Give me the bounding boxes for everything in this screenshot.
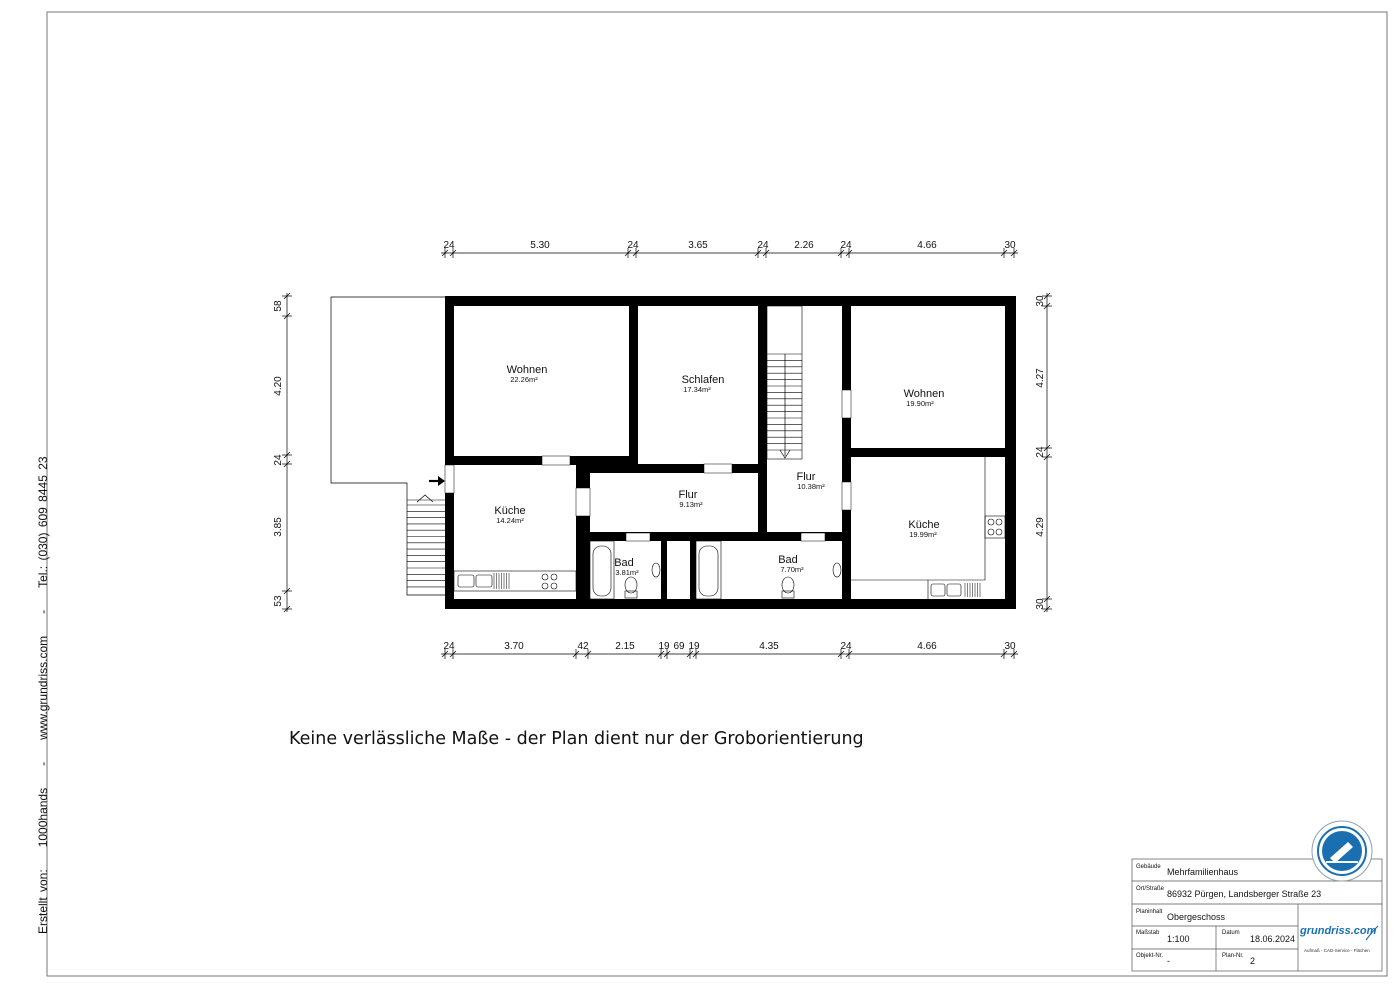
- room-name: Wohnen: [506, 364, 548, 376]
- sheet-border: [47, 12, 1387, 976]
- room-name: Schlafen: [681, 374, 725, 386]
- dim-bottom-label: 24: [443, 641, 455, 652]
- dim-top-label: 3.65: [688, 240, 708, 251]
- dimension-labels-top: [443, 240, 1016, 251]
- side-credit: [36, 434, 50, 934]
- dim-bottom-label: 19: [658, 641, 670, 652]
- dim-right-label: 4.29: [1035, 517, 1046, 537]
- dim-right-label: 4.27: [1035, 368, 1046, 388]
- dim-right-label: 24: [1035, 446, 1046, 458]
- dim-right-label: 30: [1035, 295, 1046, 307]
- logo-seal-icon: [1312, 821, 1372, 881]
- dim-top-label: 30: [1004, 240, 1016, 251]
- walls: [445, 296, 1016, 609]
- tb-label-gebaeude: Gebäude: [1136, 864, 1161, 870]
- dim-bottom-label: 19: [688, 641, 700, 652]
- tb-label-objekt: Objekt-Nr.: [1136, 953, 1164, 959]
- dim-bottom-label: 30: [1004, 641, 1016, 652]
- exterior-stair: [407, 500, 445, 587]
- credit-author: 1000hands: [36, 787, 50, 848]
- room-name: Flur: [678, 489, 698, 501]
- tb-label-planinhalt: Planinhalt: [1136, 909, 1163, 915]
- kitchen-hatch: [494, 573, 509, 589]
- bathtub-icon: [590, 541, 614, 599]
- room-area: 19.99m²: [909, 530, 937, 539]
- dim-bottom-label: 4.66: [917, 641, 937, 652]
- tb-value-massstab: 1:100: [1167, 934, 1190, 944]
- dim-bottom-label: 3.70: [504, 641, 524, 652]
- bathtub-icon: [696, 541, 721, 599]
- tb-value-objekt: -: [1167, 956, 1170, 966]
- dim-left-label: 24: [273, 454, 284, 466]
- stair-arrow-icon: [417, 495, 433, 502]
- room-name: Bad: [778, 554, 798, 566]
- stair-down-arrow-icon: [780, 354, 790, 458]
- room-name: Flur: [796, 471, 816, 483]
- credit-separator: -: [36, 609, 50, 614]
- credit-prefix: Erstellt von:: [36, 869, 50, 934]
- dim-left-label: 53: [273, 595, 284, 607]
- dim-bottom-label: 69: [673, 641, 685, 652]
- dim-top-label: 24: [627, 240, 639, 251]
- kitchen-hatch: [965, 583, 980, 597]
- tb-value-datum: 18.06.2024: [1250, 934, 1296, 944]
- room-area: 22.26m²: [510, 375, 538, 384]
- tb-label-massstab: Maßstab: [1136, 930, 1160, 936]
- dim-right-label: 30: [1035, 598, 1046, 610]
- room-area: 10.38m²: [797, 482, 825, 491]
- sink-icon: [833, 563, 841, 577]
- tb-value-ort: 86932 Pürgen, Landsberger Straße 23: [1167, 889, 1322, 899]
- dim-top-label: 24: [443, 240, 455, 251]
- dimension-labels-bottom: [443, 641, 1016, 652]
- dim-top-label: 5.30: [530, 240, 550, 251]
- toilet-icon: [625, 577, 637, 598]
- room-area: 19.90m²: [906, 399, 934, 408]
- room-area: 7.70m²: [780, 565, 804, 574]
- tb-value-gebaeude: Mehrfamilienhaus: [1167, 867, 1239, 877]
- room-name: Wohnen: [903, 388, 945, 400]
- dimension-labels-left: [273, 300, 284, 607]
- dim-left-label: 58: [273, 300, 284, 312]
- tb-value-plan: 2: [1250, 956, 1256, 966]
- logo-wordmark: grundriss.com: [1300, 925, 1377, 937]
- logo-tagline: Aufmaß - CAD-Service - Flächen: [1304, 948, 1370, 953]
- disclaimer-text: Keine verlässliche Maße - der Plan dient nur der Groborientierung: [289, 729, 864, 749]
- dim-top-label: 2.26: [794, 240, 814, 251]
- interior-stair: [767, 306, 802, 459]
- exterior-landing: [331, 297, 445, 595]
- room-area: 17.34m²: [683, 385, 711, 394]
- dim-bottom-label: 42: [577, 641, 589, 652]
- dim-bottom-label: 4.35: [759, 641, 779, 652]
- dim-top-label: 24: [840, 240, 852, 251]
- tb-value-planinhalt: Obergeschoss: [1167, 912, 1226, 922]
- credit-separator: -: [36, 761, 50, 766]
- entrance-arrow-icon: [429, 476, 445, 486]
- toilet-icon: [782, 577, 794, 598]
- dim-bottom-label: 2.15: [615, 641, 635, 652]
- room-area: 3.81m²: [615, 568, 639, 577]
- dim-top-label: 24: [757, 240, 769, 251]
- dim-top-label: 4.66: [917, 240, 937, 251]
- tb-label-datum: Datum: [1222, 930, 1240, 936]
- kitchen-counter-left: [454, 571, 576, 591]
- dim-left-label: 4.20: [273, 376, 284, 396]
- dim-left-label: 3.85: [273, 517, 284, 537]
- credit-website: www.grundriss.com: [36, 635, 50, 740]
- tb-label-ort: Ort/Straße: [1136, 886, 1165, 892]
- tb-label-plan: Plan-Nr.: [1222, 953, 1244, 959]
- dimension-labels-right: [1035, 295, 1046, 610]
- room-name: Bad: [614, 557, 634, 569]
- room-area: 14.24m²: [496, 516, 524, 525]
- room-name: Küche: [908, 519, 940, 531]
- credit-phone: Tel.: (030) 609 8445 23: [36, 456, 50, 588]
- sink-icon: [652, 563, 660, 577]
- dim-bottom-label: 24: [840, 641, 852, 652]
- room-name: Küche: [494, 505, 526, 517]
- room-area: 9.13m²: [679, 500, 703, 509]
